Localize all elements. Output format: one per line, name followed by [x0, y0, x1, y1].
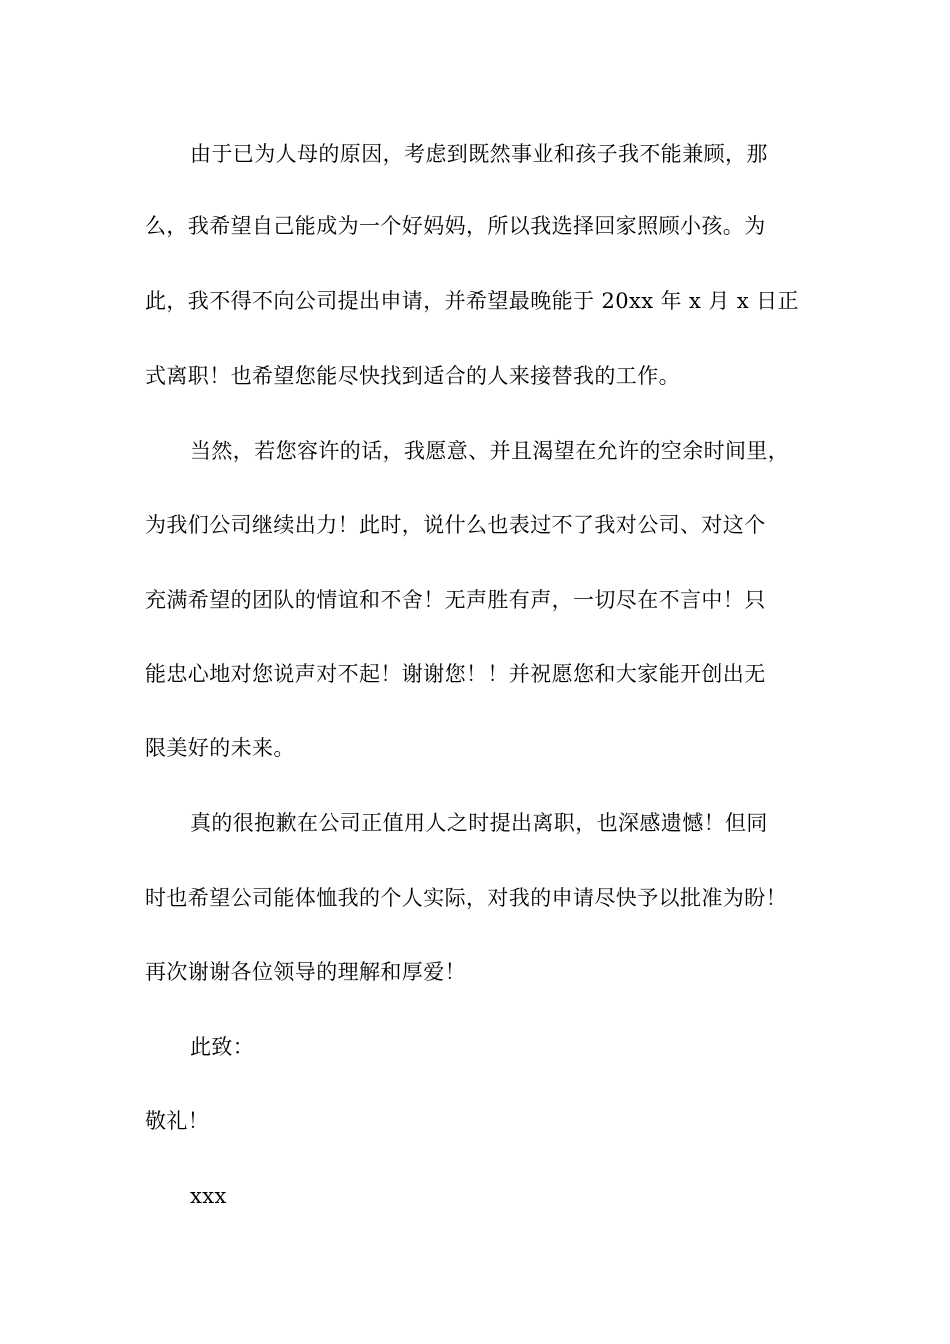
paragraph-2-line-5: 限美好的未来。	[145, 736, 295, 760]
paragraph-1-line-3: 此，我不得不向公司提出申请，并希望最晚能于 20xx 年 x 月 x 日正	[145, 289, 799, 313]
paragraph-3-line-3: 再次谢谢各位领导的理解和厚爱！	[145, 960, 466, 984]
paragraph-3-line-2: 时也希望公司能体恤我的个人实际，对我的申请尽快予以批准为盼！	[145, 886, 787, 910]
closing-regards: 敬礼！	[145, 1109, 210, 1133]
closing-salutation: 此致：	[190, 1035, 255, 1059]
paragraph-2-line-3: 充满希望的团队的情谊和不舍！无声胜有声，一切尽在不言中！只	[145, 588, 766, 612]
paragraph-1-line-1: 由于已为人母的原因，考虑到既然事业和孩子我不能兼顾，那	[190, 142, 768, 166]
paragraph-2-line-1: 当然，若您容许的话，我愿意、并且渴望在允许的空余时间里，	[190, 439, 790, 463]
paragraph-2-line-2: 为我们公司继续出力！此时，说什么也表过不了我对公司、对这个	[145, 513, 766, 537]
paragraph-1-line-2: 么，我希望自己能成为一个好妈妈，所以我选择回家照顾小孩。为	[145, 214, 766, 238]
paragraph-2-line-4: 能忠心地对您说声对不起！谢谢您！！并祝愿您和大家能开创出无	[145, 662, 766, 686]
signature-name: xxx	[190, 1184, 227, 1208]
paragraph-1-line-4: 式离职！也希望您能尽快找到适合的人来接替我的工作。	[145, 364, 680, 388]
paragraph-3-line-1: 真的很抱歉在公司正值用人之时提出离职，也深感遗憾！但同	[190, 811, 768, 835]
